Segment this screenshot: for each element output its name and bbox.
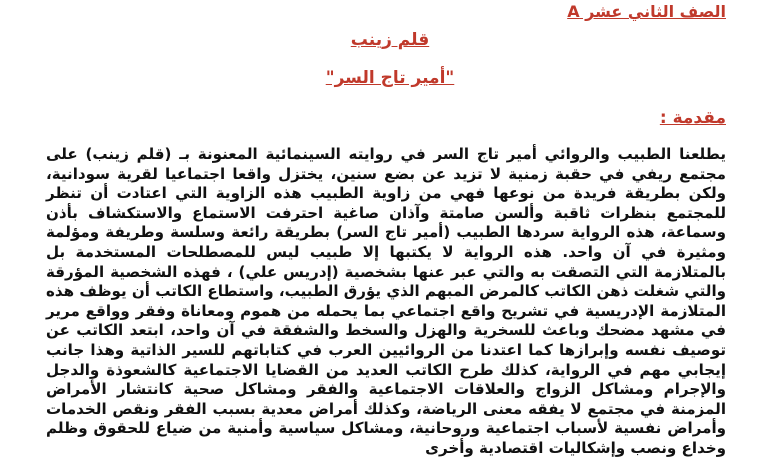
book-title: قلم زينب (350, 30, 430, 50)
body-paragraph: يطلعنا الطبيب والروائي أمير تاج السر في روايته السينمائية المعنونة بـ (قلم زينب) على مجتمع ريفي في حقبة زمنية لا تزيد عن بضع سنين، يختزل واقعا اجتماعيا لقرية سودانية، ولكن بطريقة فريدة من نوعها فهي من زاوية الطبيب هذه الزاوية التي اعتادت أن تنظر للمجتمع بنظرات ثاقبة وألسن صامتة وآذان صاغية احترفت الاستماع والاستكشاف بأذن وسماعة، هذه الرواية سردها الطبيب (أمير تاج السر) بطريقة رائعة وسلسة وطريفة ومؤلمة ومثيرة في آن واحد. هذه الرواية لا يكتبها إلا طبيب ليس للمصطلحات المستخدمة بل بالمتلازمة التي التصقت به والتي عبر عنها بشخصية (إدريس علي) ، فهذه الشخصية المؤرقة والتي شغلت ذهن الكاتب كالمرض المبهم الذي يؤرق الطبيب، واستطاع الكاتب أن يوظف هذه المتلازمة الإدريسية في تشريح واقع اجتماعي بما يحمله من هموم ومعاناة وفقر وواقع مرير في مشهد مضحك وباعث للسخرية والهزل والسخط والشفقة في آن واحد، ابتعد الكاتب عن توصيف نفسه وإبرازها كما اعتدنا من الروائيين العرب في كتاباتهم للسير الذاتية وهذا جانب إيجابي مهم في الرواية، كذلك طرح الكاتب العديد من القضايا الاجتماعية كالشعوذة والدجل والإجرام ومشاكل الزواج والعلاقات الاجتماعية والفقر ومشاكل صحية كانتشار الأمراض المزمنة في مجتمع لا يفقه معنى الرياضة، وكذلك أمراض معدية بسبب الفقر ونقص الخدمات وأمراض نفسية لأسباب اجتماعية وروحانية، ومشاكل سياسية وأمنية من ضياع للحقوق وظلم وخداع ونصب وإشكاليات اقتصادية وأخرى (46, 145, 726, 457)
section-heading: مقدمة : (659, 108, 726, 128)
grade-label: الصف الثاني عشر A (567, 2, 726, 21)
author-title: "أمير تاج السر" (325, 68, 455, 88)
